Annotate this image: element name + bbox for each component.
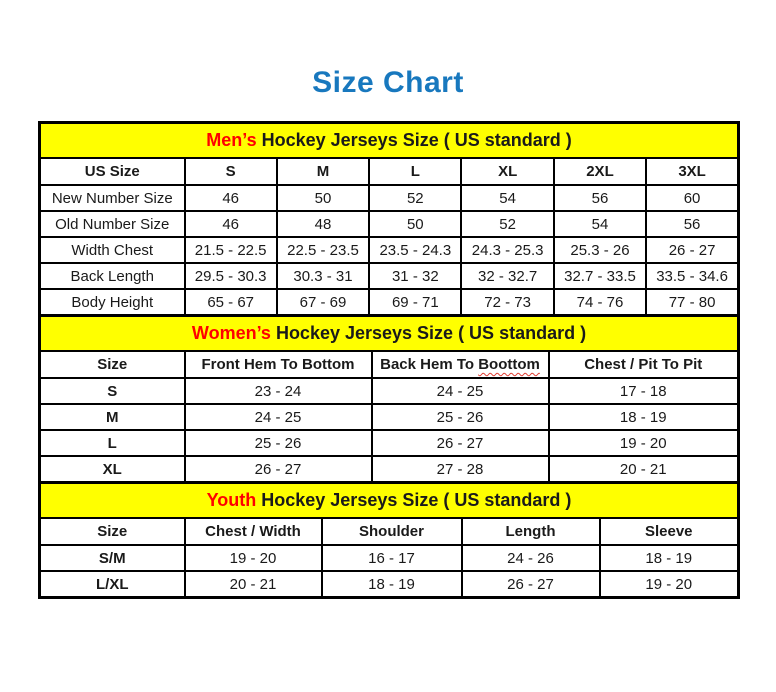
size-value: 17 - 18 bbox=[549, 378, 739, 404]
size-value: 26 - 27 bbox=[372, 430, 549, 456]
size-value: 25.3 - 26 bbox=[554, 237, 646, 263]
size-value: 27 - 28 bbox=[372, 456, 549, 483]
womens-section-band bbox=[40, 316, 739, 352]
mens-header-row bbox=[40, 158, 739, 185]
size-value: 54 bbox=[461, 185, 553, 211]
table-row bbox=[40, 289, 739, 316]
table-row bbox=[40, 211, 739, 237]
size-value: 16 - 17 bbox=[322, 545, 462, 571]
size-value: 21.5 - 22.5 bbox=[185, 237, 277, 263]
row-label: Old Number Size bbox=[40, 211, 185, 237]
column-header: Size bbox=[40, 351, 185, 378]
size-value: 52 bbox=[461, 211, 553, 237]
size-value: 24 - 26 bbox=[462, 545, 600, 571]
column-header: S bbox=[185, 158, 277, 185]
column-header: Front Hem To Bottom bbox=[185, 351, 372, 378]
size-value: 26 - 27 bbox=[646, 237, 738, 263]
column-header: M bbox=[277, 158, 369, 185]
size-value: 19 - 20 bbox=[185, 545, 322, 571]
column-header: Chest / Pit To Pit bbox=[549, 351, 739, 378]
size-value: 48 bbox=[277, 211, 369, 237]
column-header: 3XL bbox=[646, 158, 738, 185]
row-label: L/XL bbox=[40, 571, 185, 598]
size-value: 54 bbox=[554, 211, 646, 237]
back-hem-misspelled-word: Boottom bbox=[478, 356, 540, 373]
row-label: S bbox=[40, 378, 185, 404]
mens-section-rest: Hockey Jerseys Size ( US standard ) bbox=[256, 130, 572, 150]
size-value: 24 - 25 bbox=[185, 404, 372, 430]
size-value: 25 - 26 bbox=[372, 404, 549, 430]
size-value: 56 bbox=[646, 211, 738, 237]
column-header: 2XL bbox=[554, 158, 646, 185]
youth-section-band bbox=[40, 483, 739, 519]
womens-section-rest: Hockey Jerseys Size ( US standard ) bbox=[270, 323, 587, 343]
size-value: 56 bbox=[554, 185, 646, 211]
size-value: 25 - 26 bbox=[185, 430, 372, 456]
size-value: 20 - 21 bbox=[549, 456, 739, 483]
womens-header-row bbox=[40, 351, 739, 378]
size-value: 18 - 19 bbox=[549, 404, 739, 430]
size-chart-tables bbox=[38, 121, 740, 599]
table-row bbox=[40, 430, 739, 456]
size-value: 18 - 19 bbox=[322, 571, 462, 598]
column-header: Length bbox=[462, 518, 600, 545]
youth-header-row bbox=[40, 518, 739, 545]
size-value: 69 - 71 bbox=[369, 289, 461, 316]
size-value: 46 bbox=[185, 185, 277, 211]
size-value: 30.3 - 31 bbox=[277, 263, 369, 289]
size-value: 50 bbox=[369, 211, 461, 237]
column-header: XL bbox=[461, 158, 553, 185]
row-label: S/M bbox=[40, 545, 185, 571]
column-header: Shoulder bbox=[322, 518, 462, 545]
size-value: 19 - 20 bbox=[600, 571, 739, 598]
size-value: 31 - 32 bbox=[369, 263, 461, 289]
row-label: XL bbox=[40, 456, 185, 483]
column-header: US Size bbox=[40, 158, 185, 185]
size-value: 22.5 - 23.5 bbox=[277, 237, 369, 263]
youth-section-rest: Hockey Jerseys Size ( US standard ) bbox=[256, 490, 572, 510]
size-value: 23 - 24 bbox=[185, 378, 372, 404]
size-value: 24.3 - 25.3 bbox=[461, 237, 553, 263]
size-value: 20 - 21 bbox=[185, 571, 322, 598]
column-header: Sleeve bbox=[600, 518, 739, 545]
size-value: 32 - 32.7 bbox=[461, 263, 553, 289]
row-label: Width Chest bbox=[40, 237, 185, 263]
size-value: 19 - 20 bbox=[549, 430, 739, 456]
youth-size-table bbox=[38, 481, 740, 599]
size-value: 33.5 - 34.6 bbox=[646, 263, 738, 289]
column-header: L bbox=[369, 158, 461, 185]
womens-section-header bbox=[40, 316, 739, 352]
size-value: 72 - 73 bbox=[461, 289, 553, 316]
table-row bbox=[40, 545, 739, 571]
size-value: 67 - 69 bbox=[277, 289, 369, 316]
size-value: 24 - 25 bbox=[372, 378, 549, 404]
row-label: L bbox=[40, 430, 185, 456]
column-header: Chest / Width bbox=[185, 518, 322, 545]
size-value: 74 - 76 bbox=[554, 289, 646, 316]
size-value: 23.5 - 24.3 bbox=[369, 237, 461, 263]
size-value: 46 bbox=[185, 211, 277, 237]
mens-section-band bbox=[40, 123, 739, 159]
size-value: 29.5 - 30.3 bbox=[185, 263, 277, 289]
row-label: New Number Size bbox=[40, 185, 185, 211]
table-row bbox=[40, 263, 739, 289]
size-value: 26 - 27 bbox=[185, 456, 372, 483]
womens-section-highlight: Women’s bbox=[191, 323, 271, 343]
table-row bbox=[40, 571, 739, 598]
row-label: M bbox=[40, 404, 185, 430]
size-value: 52 bbox=[369, 185, 461, 211]
column-header: Size bbox=[40, 518, 185, 545]
row-label: Body Height bbox=[40, 289, 185, 316]
row-label: Back Length bbox=[40, 263, 185, 289]
mens-section-highlight: Men’s bbox=[206, 130, 257, 150]
mens-size-table bbox=[38, 121, 740, 317]
back-hem-prefix: Back Hem To bbox=[380, 356, 479, 373]
size-value: 60 bbox=[646, 185, 738, 211]
womens-size-table bbox=[38, 314, 740, 484]
size-value: 26 - 27 bbox=[462, 571, 600, 598]
mens-section-header bbox=[40, 123, 739, 159]
column-header-back-hem bbox=[372, 351, 549, 378]
table-row bbox=[40, 378, 739, 404]
size-value: 50 bbox=[277, 185, 369, 211]
size-value: 77 - 80 bbox=[646, 289, 738, 316]
table-row bbox=[40, 456, 739, 483]
youth-section-header bbox=[40, 483, 739, 519]
youth-section-highlight: Youth bbox=[206, 490, 257, 510]
table-row bbox=[40, 185, 739, 211]
size-value: 65 - 67 bbox=[185, 289, 277, 316]
table-row bbox=[40, 237, 739, 263]
page-title: Size Chart bbox=[312, 66, 464, 99]
table-row bbox=[40, 404, 739, 430]
size-value: 32.7 - 33.5 bbox=[554, 263, 646, 289]
size-value: 18 - 19 bbox=[600, 545, 739, 571]
